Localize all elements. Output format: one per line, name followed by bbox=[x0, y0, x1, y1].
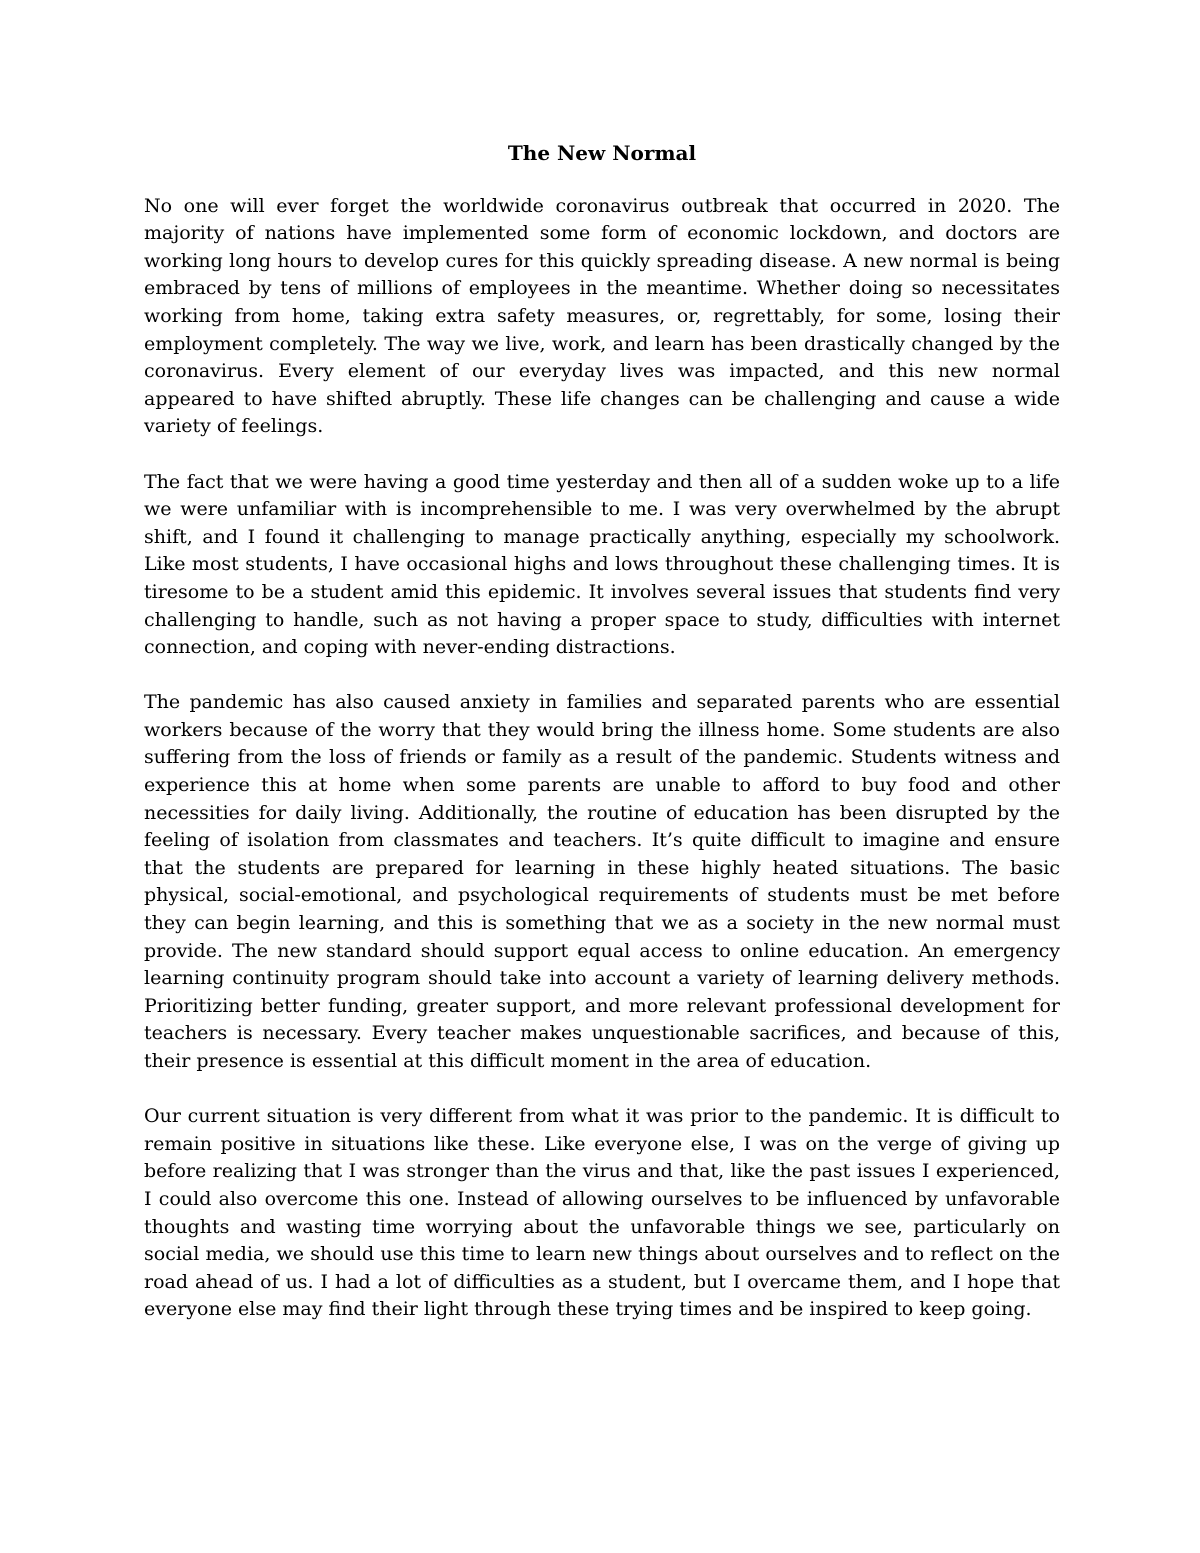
paragraph-4: Our current situation is very different from what it was prior to the pandemic. It is difficult to remain positive in situations like these. Like everyone else, I was on the verge of giving up before realizing that I was stronger than the virus and that, like the past issues I experienced, I could also overcome this one. Instead of allowing ourselves to be influenced by unfavorable thoughts and wasting time worrying about the unfavorable things we see, particularly on social media, we should use this time to learn new things about ourselves and to reflect on the road ahead of us. I had a lot of difficulties as a student, but I overcame them, and I hope that everyone else may find their light through these trying times and be inspired to keep going. bbox=[144, 1105, 1060, 1321]
paragraph-1: No one will ever forget the worldwide coronavirus outbreak that occurred in 2020. The majority of nations have implemented some form of economic lockdown, and doctors are working long hours to develop cures for this quickly spreading disease. A new normal is being embraced by tens of millions of employees in the meantime. Whether doing so necessitates working from home, taking extra safety measures, or, regrettably, for some, losing their employment completely. The way we live, work, and learn has been drastically changed by the coronavirus. Every element of our everyday lives was impacted, and this new normal appeared to have shifted abruptly. These life changes can be challenging and cause a wide variety of feelings. bbox=[144, 194, 1060, 438]
paragraph-2: The fact that we were having a good time yesterday and then all of a sudden woke up to a life we were unfamiliar with is incomprehensible to me. I was very overwhelmed by the abrupt shift, and I found it challenging to manage practically anything, especially my schoolwork. Like most students, I have occasional highs and lows throughout these challenging times. It is tiresome to be a student amid this epidemic. It involves several issues that students find very challenging to handle, such as not having a proper space to study, difficulties with internet connection, and coping with never-ending distractions. bbox=[144, 470, 1060, 659]
paragraph-3: The pandemic has also caused anxiety in families and separated parents who are essential workers because of the worry that they would bring the illness home. Some students are also suffering from the loss of friends or family as a result of the pandemic. Students witness and experience this at home when some parents are unable to afford to buy food and other necessities for daily living. Additionally, the routine of education has been disrupted by the feeling of isolation from classmates and teachers. It’s quite difficult to imagine and ensure that the students are prepared for learning in these highly heated situations. The basic physical, social-emotional, and psychological requirements of students must be met before they can begin learning, and this is something that we as a society in the new normal must provide. The new standard should support equal access to online education. An emergency learning continuity program should take into account a variety of learning delivery methods. Prioritizing better funding, greater support, and more relevant professional development for teachers is necessary. Every teacher makes unquestionable sacrifices, and because of this, their presence is essential at this difficult moment in the area of education. bbox=[144, 691, 1060, 1072]
document-title: The New Normal bbox=[507, 141, 697, 165]
document-body bbox=[144, 140, 1060, 1352]
